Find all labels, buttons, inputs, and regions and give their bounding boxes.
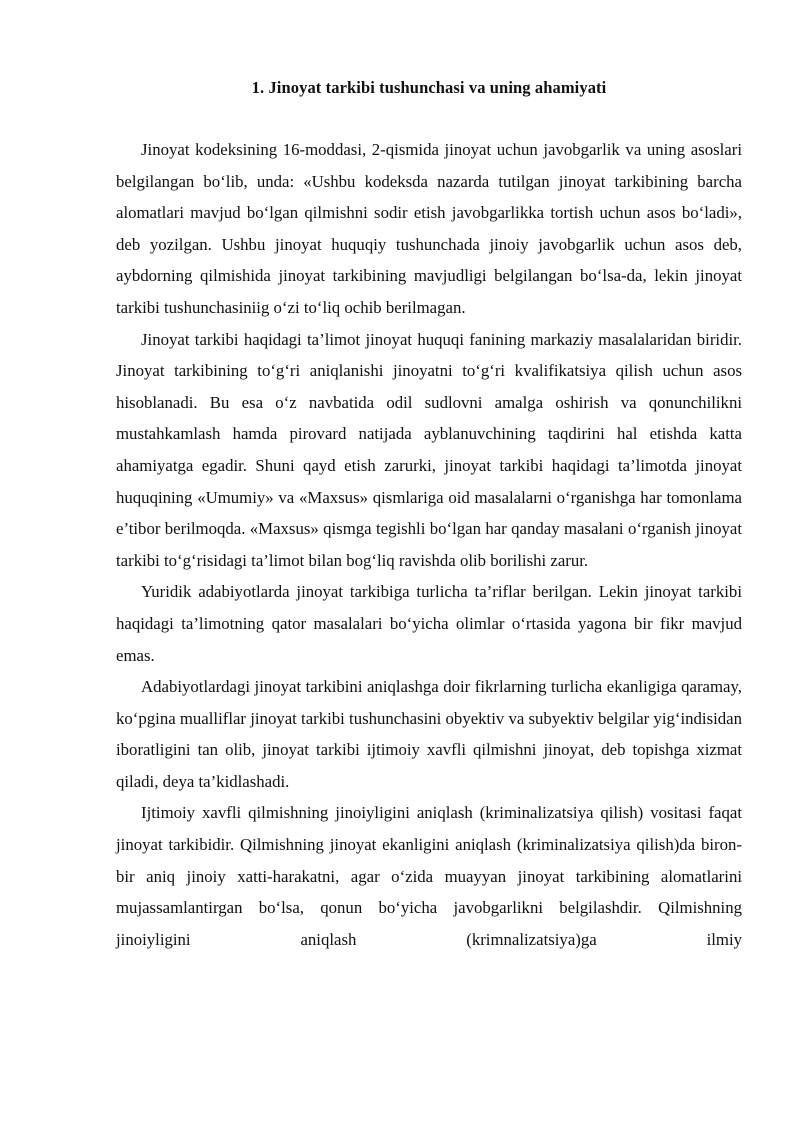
paragraph-3: Yuridik adabiyotlarda jinoyat tarkibiga turlicha ta’riflar berilgan. Lekin jinoyat tarkibi haqidagi ta’limotning qator masalalari bo‘yicha olimlar o‘rtasida yagona bir fikr mavjud emas. — [116, 582, 742, 665]
paragraph-2: Jinoyat tarkibi haqidagi ta’limot jinoyat huquqi fanining markaziy masalalaridan biridir. Jinoyat tarkibining to‘g‘ri aniqlanishi jinoyatni to‘g‘ri kvalifikatsiya qilish uchun asos hisoblanadi. Bu esa o‘z navbatida odil sudlovni amalga oshirish va qonunchilikni mustahkamlash hamda pirovard natijada ayblanuvchining taqdirini hal etishda katta ahamiyatga egadir. Shuni qayd etish zarurki, jinoyat tarkibi haqidagi ta’limotda jinoyat huquqining «Umumiy» va «Maxsus» qismlariga oid masalalarni o‘rganishga har tomonlama e’tibor berilmoqda. «Maxsus» qismga tegishli bo‘lgan har qanday masalani o‘rganish jinoyat tarkibi to‘g‘risidagi ta’limot bilan bog‘liq ravishda olib borilishi zarur. — [116, 329, 742, 570]
paragraph-1: Jinoyat kodeksining 16-moddasi, 2-qismida jinoyat uchun javobgarlik va uning asoslari belgilangan bo‘lib, unda: «Ushbu kodeksda nazarda tutilgan jinoyat tarkibining barcha alomatlari mavjud bo‘lgan qilmishni sodir etish javobgarlikka tortish uchun asos bo‘ladi», deb yozilgan. Ushbu jinoyat huquqiy tushunchada jinoiy javobgarlik uchun asos deb, aybdorning qilmishida jinoyat tarkibining mavjudligi belgilangan bo‘lsa-da, lekin jinoyat tarkibi tushunchasiniig o‘zi to‘liq ochib berilmagan. — [116, 140, 742, 317]
paragraph-4: Adabiyotlardagi jinoyat tarkibini aniqlashga doir fikrlarning turlicha ekanligiga qaramay, ko‘pgina mualliflar jinoyat tarkibi tushunchasini obyektiv va subyektiv belgilar yig‘indisidan iboratligini tan olib, jinoyat tarkibi ijtimoiy xavfli qilmishni jinoyat, deb topishga xizmat qiladi, deya ta’kidlashadi. — [116, 677, 742, 791]
paragraph-5: Ijtimoiy xavfli qilmishning jinoiyligini aniqlash (kriminalizatsiya qilish) vositasi faqat jinoyat tarkibidir. Qilmishning jinoyat ekanligini aniqlash (kriminalizatsiya qilish)da biron-bir aniq jinoiy xatti-harakatni, agar o‘zida muayyan jinoyat tarkibining alomatlarini mujassamlantirgan bo‘lsa, qonun bo‘yicha javobgarlikni belgilashdir. Qilmishning jinoiyligini aniqlash (krimnalizatsiya)ga ilmiy — [116, 803, 742, 949]
section-title: 1. Jinoyat tarkibi tushunchasi va uning ahamiyati — [251, 78, 607, 97]
